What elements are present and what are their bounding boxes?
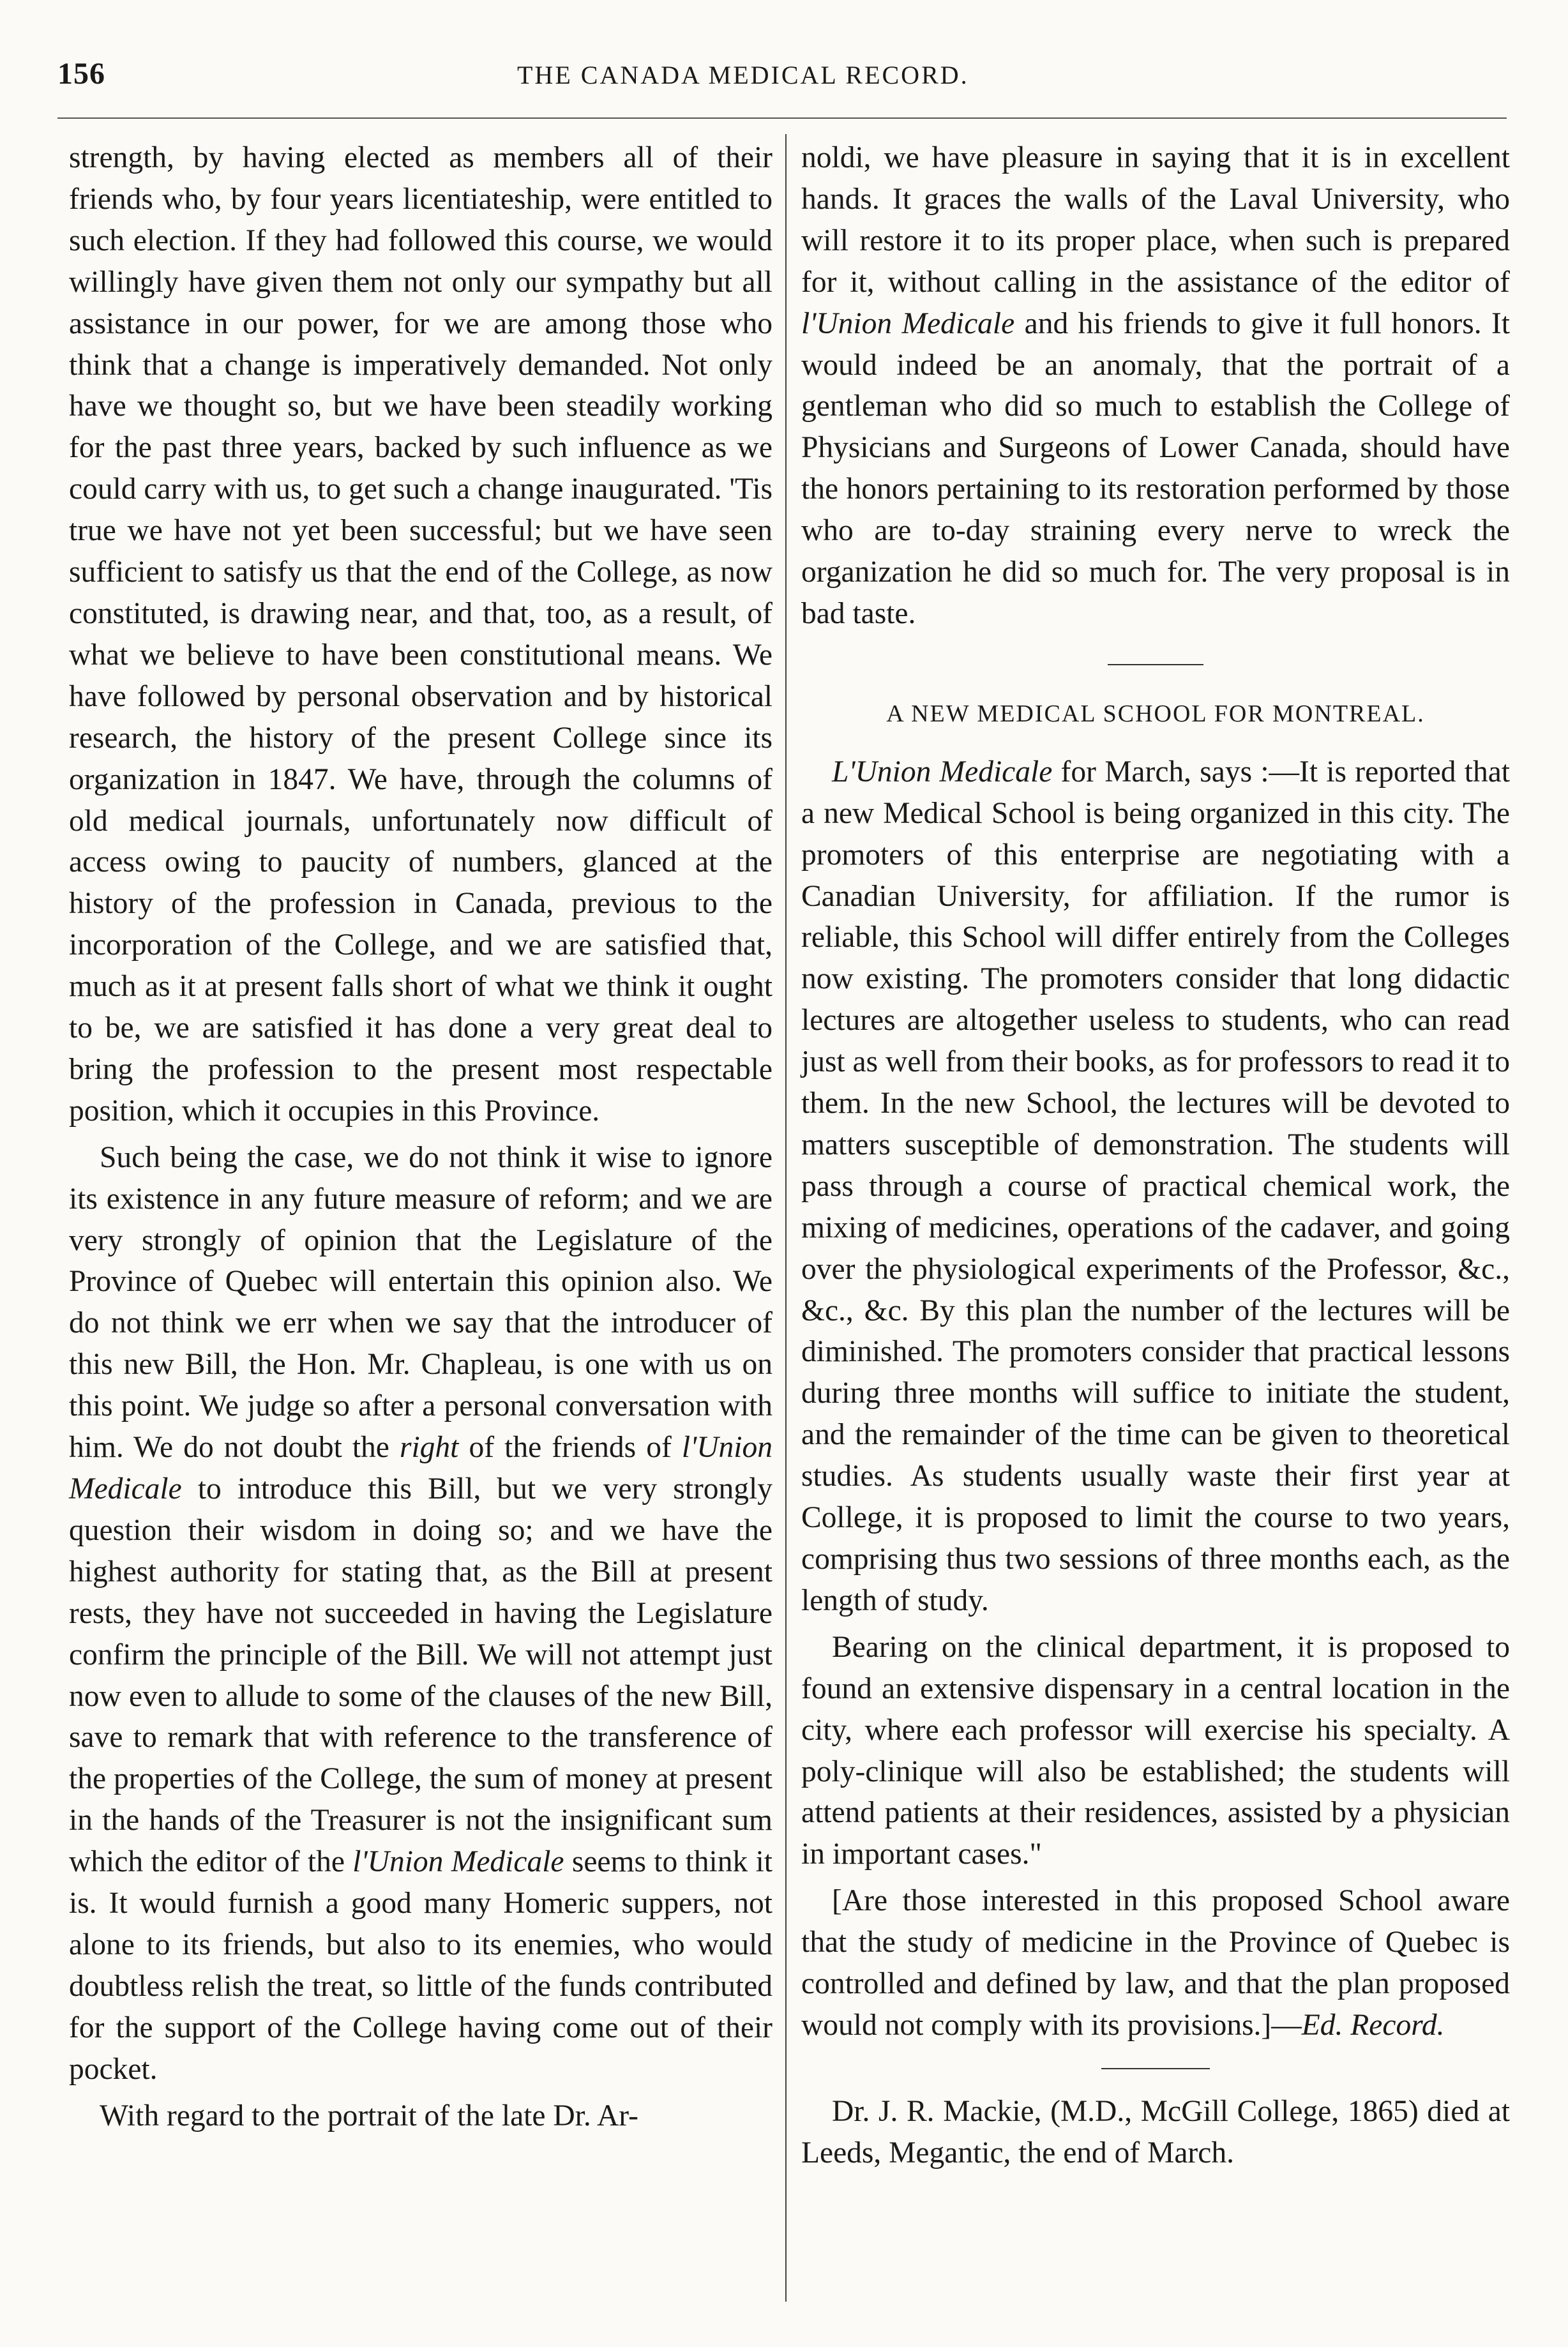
section-title: A NEW MEDICAL SCHOOL FOR MONTREAL. [886, 700, 1425, 727]
journal-name: l'Union Medicale [352, 1845, 564, 1879]
italic-term: right [399, 1431, 459, 1465]
page-header [57, 56, 1494, 107]
article-paragraph: Such being the case, we do not think it wise to ignore its existence in any future measure of reform; and we are very strongly of opinion that the Legislature of the Province of Quebec will entertain this opinion also. We do not think we err when we say that the introducer of this new Bill, the Hon. Mr. Chapleau, is one with us on this point. We judge so after a personal conversation with him. We do not doubt the right of the friends of l'Union Medicale to introduce this Bill, but we very strongly question their wisdom in doing so; and we have the highest authority for stating that, as the Bill at present rests, they have not succeeded in having the Legislature confirm the principle of the Bill. We will not attempt just now even to allude to some of the clauses of the new Bill, save to remark that with reference to the transference of the properties of the College, the sum of money at present in the hands of the Treasurer is not the insignificant sum which the editor of the l'Union Medicale seems to think it is. It would furnish a good many Homeric suppers, not alone to its friends, but also to its enemies, who would doubtless relish the treat, so little of the funds contributed for the support of the College having come out of their pocket. [69, 1140, 773, 2086]
article-paragraph: strength, by having elected as members all of their friends who, by four years licentiateship, were entitled to such election. If they had followed this course, we would willingly have given them not only our sympathy but all assistance in our power, for we are among those who think that a change is imperatively demanded. Not only have we thought so, but we have been steadily working for the past three years, backed by such influence as we could carry with us, to get such a change inaugurated. 'Tis true we have not yet been successful; but we have seen sufficient to satisfy us that the end of the College, as now constituted, is drawing near, and that, too, as a result, of what we believe to have been constitutional means. We have followed by personal observation and by historical research, the history of the present College since its organization in 1847. We have, through the columns of old medical journals, unfortunately now difficult of access owing to paucity of numbers, glanced at the history of the profession in Canada, previous to the incorporation of the College, and we are satisfied that, much as it at present falls short of what we think it ought to be, we are satisfied it has done a very great deal to bring the profession to the present most respectable position, which it occupies in this Province. [69, 141, 773, 1128]
journal-name: L'Union Medicale [832, 755, 1053, 789]
left-column [69, 137, 773, 2137]
article-paragraph: With regard to the portrait of the late Dr. Ar- [100, 2099, 638, 2132]
article-paragraph: noldi, we have pleasure in saying that it is in excellent hands. It graces the walls of the Laval University, who will restore it to its proper place, when such is prepared for it, without calling in the assistance of the editor of l'Union Medicale and his friends to give it full honors. It would indeed be an anomaly, that the portrait of a gentleman who did so much to establish the College of Physicians and Surgeons of Lower Canada, should have the honors pertaining to its restoration performed by those who are to-day straining every nerve to wreck the organization he did so much for. The very proposal is in bad taste. [801, 141, 1510, 630]
editor-signature: Ed. Record. [1301, 2008, 1445, 2042]
right-column [801, 137, 1510, 2174]
page-number: 156 [57, 57, 105, 91]
header-rule [57, 117, 1507, 119]
column-divider [785, 134, 787, 2302]
editor-note: [Are those interested in this proposed School aware that the study of medicine in the Province of Quebec is controlled and defined by law, and that the plan proposed would not comply with its provisions.]—Ed. Record. [801, 1884, 1510, 2042]
journal-name: l'Union Medicale [69, 1431, 773, 1506]
obituary-notice: Dr. J. R. Mackie, (M.D., McGill College, 1865) died at Leeds, Megantic, the end of March. [801, 2094, 1510, 2170]
journal-name: l'Union Medicale [801, 306, 1015, 340]
article-paragraph: Bearing on the clinical department, it is proposed to found an extensive dispensary in a central location in the city, where each professor will exercise his specialty. A poly-clinique will also be established; the students will attend patients at their residences, assisted by a physician in important cases." [801, 1630, 1510, 1871]
article-paragraph: L'Union Medicale for March, says :—It is reported that a new Medical School is being organized in this city. The promoters of this enterprise are negotiating with a Canadian University, for affiliation. If the rumor is reliable, this School will differ entirely from the Colleges now existing. The promoters consider that long didactic lectures are altogether useless to students, who can read just as well from their books, as for professors to read it to them. In the new School, the lectures will be devoted to matters susceptible of demonstration. The students will pass through a course of practical chemical work, the mixing of medicines, operations of the cadaver, and going over the physiological experiments of the Professor, &c., &c., &c. By this plan the number of the lectures will be diminished. The promoters consider that practical lessons during three months will suffice to initiate the student, and the remainder of the time can be given to theoretical studies. As students usually waste their first year at College, it is proposed to limit the course to two years, comprising thus two sessions of three months each, as the length of study. [801, 755, 1510, 1617]
section-rule [1108, 664, 1203, 665]
journal-title: THE CANADA MEDICAL RECORD. [517, 61, 969, 89]
section-rule [1101, 2068, 1210, 2069]
